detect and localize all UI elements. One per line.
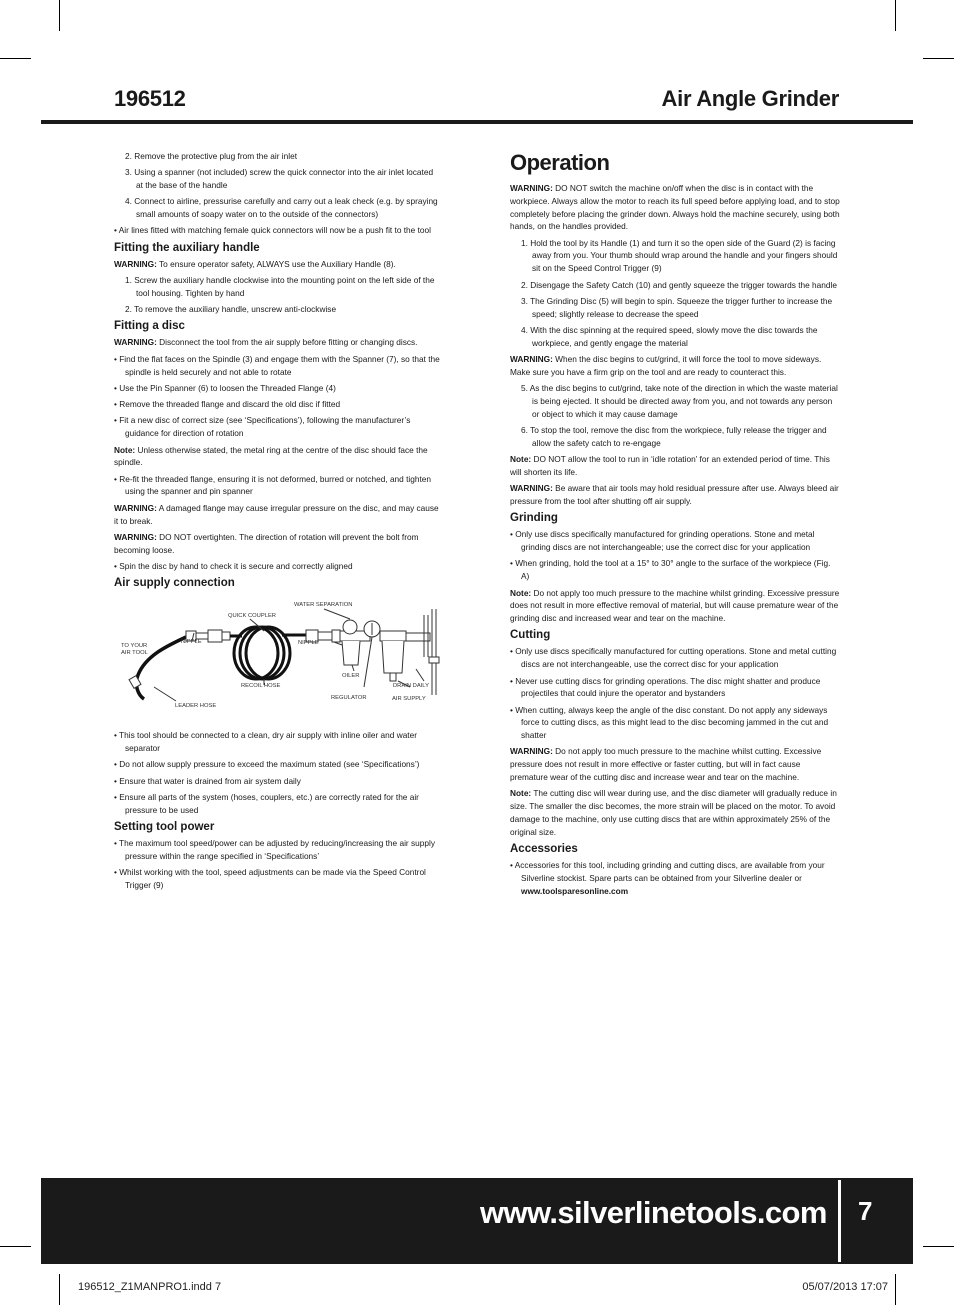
note-text: Note: Unless otherwise stated, the metal ring at the centre of the disc should face the spindle. xyxy=(114,444,428,468)
list-item: 3. Using a spanner (not included) screw the quick connector into the air inlet located at the base of the handle xyxy=(125,167,434,191)
list-item: 3. The Grinding Disc (5) will begin to spin. Squeeze the trigger further to increase the speed; slightly release to decrease the speed xyxy=(521,295,833,319)
section-heading: Setting tool power xyxy=(114,821,215,833)
diagram-label: AIR TOOL xyxy=(121,650,148,657)
list-item: • Ensure that water is drained from air system daily xyxy=(114,775,301,786)
section-heading: Fitting the auxiliary handle xyxy=(114,241,260,254)
list-item: 2. To remove the auxiliary handle, unscrew anti-clockwise xyxy=(125,304,337,315)
warning-text: WARNING: Be aware that air tools may hold residual pressure after use. Always bleed air pressure from the tool after shutting off air supply. xyxy=(510,483,839,507)
list-item: • Do not allow supply pressure to exceed the maximum stated (see ‘Specifications’) xyxy=(114,759,420,770)
section-heading: Air supply connection xyxy=(114,577,235,590)
warning-text: WARNING: To ensure operator safety, ALWAYS use the Auxiliary Handle (8). xyxy=(114,258,396,269)
list-item: 4. With the disc spinning at the required speed, slowly move the disc towards the workpiece, and gently engage the material xyxy=(521,324,818,348)
header-rule xyxy=(41,120,913,124)
section-heading: Cutting xyxy=(510,629,551,642)
list-item: • Air lines fitted with matching female quick connectors will now be a push fit to the tool xyxy=(114,225,431,236)
warning-text: WARNING: DO NOT overtighten. The direction of rotation will prevent the bolt from becoming loose. xyxy=(114,531,419,555)
diagram-label: RECOIL HOSE xyxy=(241,683,281,690)
list-item: • When cutting, always keep the angle of the disc constant. Do not apply any sideways force to cutting discs, as this might lead to the disc becoming jammed in the cut and shatter xyxy=(510,704,829,741)
diagram-label: DRAIN DAILY xyxy=(393,683,429,690)
list-item: • Only use discs specifically manufactured for grinding operations. Stone and metal grinding discs are not interchangeable; use the correct disc for your application xyxy=(510,529,815,553)
air-supply-diagram xyxy=(114,595,442,715)
note-text: Note: Do not apply too much pressure to the machine whilst grinding. Excessive pressure does not result in more effective removal of material, but will cause premature wear of the grinding disc and increased wear and tear on the machine. xyxy=(510,587,840,624)
crop-mark xyxy=(59,0,60,31)
section-title: Operation xyxy=(510,150,610,175)
warning-text: WARNING: Disconnect the tool from the air supply before fitting or changing discs. xyxy=(114,337,418,348)
section-heading: Fitting a disc xyxy=(114,320,185,333)
accessories-link[interactable]: www.toolsparesonline.com xyxy=(521,885,629,896)
warning-text: WARNING: Do not apply too much pressure to the machine whilst cutting. Excessive pressure does not result in more effective or faster cutting, but will in fact cause premature wear of the cutting disc and increase wear and tear on the machine. xyxy=(510,746,822,783)
page-title: Air Angle Grinder xyxy=(661,86,839,111)
section-heading: Accessories xyxy=(510,843,578,856)
crop-mark xyxy=(0,1246,31,1247)
list-item: • Only use discs specifically manufactured for cutting operations. Stone and metal cutting discs are not interchangeable, use the correct disc for your application xyxy=(510,646,837,670)
list-item: 5. As the disc begins to cut/grind, take note of the direction in which the waste material is being ejected. It should be directed away from you, and not towards any person or object to which it may cause damage xyxy=(521,383,838,419)
right-column xyxy=(510,150,840,901)
list-item: • Use the Pin Spanner (6) to loosen the Threaded Flange (4) xyxy=(114,382,336,393)
print-slug-file: 196512_Z1MANPRO1.indd 7 xyxy=(78,1281,222,1293)
list-item: • Remove the threaded flange and discard the old disc if fitted xyxy=(114,399,341,410)
page-number: 7 xyxy=(858,1196,873,1226)
left-column xyxy=(114,150,442,895)
diagram-label: OILER xyxy=(342,673,360,680)
list-item: • Find the flat faces on the Spindle (3) and engage them with the Spanner (7), so that the spindle is held securely and not able to rotate xyxy=(114,353,440,377)
note-text: Note: The cutting disc will wear during use, and the disc diameter will gradually reduce in size. The smaller the disc becomes, the more strain will be placed on the motor. To avoid damage to the machine, only use cutting discs that are within approximately 25% of the original size. xyxy=(510,788,837,837)
print-slug-date: 05/07/2013 17:07 xyxy=(802,1281,888,1293)
diagram-label: NIPPLE xyxy=(298,640,319,647)
list-item: 2. Remove the protective plug from the air inlet xyxy=(125,151,298,161)
list-item: • Whilst working with the tool, speed adjustments can be made via the Speed Control Trigger (9) xyxy=(114,867,426,890)
list-item: • Re-fit the threaded flange, ensuring it is not deformed, burred or notched, and tighten using the spanner and pin spanner xyxy=(114,473,431,497)
list-item: • Ensure all parts of the system (hoses, couplers, etc.) are correctly rated for the air pressure to be used xyxy=(114,791,419,815)
footer-divider xyxy=(838,1180,841,1262)
list-item: • Spin the disc by hand to check it is secure and correctly aligned xyxy=(114,560,353,571)
diagram-label: LEADER HOSE xyxy=(175,703,217,710)
crop-mark xyxy=(923,58,954,59)
product-code: 196512 xyxy=(114,86,186,111)
list-item: 1. Screw the auxiliary handle clockwise into the mounting point on the left side of the tool housing. Tighten by hand xyxy=(125,275,435,298)
warning-text: WARNING: A damaged flange may cause irregular pressure on the disc, and may cause it to break. xyxy=(114,502,439,526)
footer-url[interactable]: www.silverlinetools.com xyxy=(480,1195,827,1230)
air-supply-diagram-drawing xyxy=(114,595,442,715)
list-item: 6. To stop the tool, remove the disc from the workpiece, fully release the trigger and allow the safety catch to re-engage xyxy=(521,425,827,448)
note-text: Note: DO NOT allow the tool to run in ‘idle rotation’ for an extended period of time. This will shorten its life. xyxy=(510,454,830,477)
crop-mark xyxy=(895,0,896,31)
list-item: • This tool should be connected to a clean, dry air supply with inline oiler and water separator xyxy=(114,730,417,754)
list-item: • Fit a new disc of correct size (see ‘Specifications’), following the manufacturer’s guidance for direction of rotation xyxy=(114,415,411,439)
warning-text: WARNING: When the disc begins to cut/grind, it will force the tool to move sideways. Make sure you have a firm grip on the tool and are ready to counteract this. xyxy=(510,354,822,377)
list-item: 1. Hold the tool by its Handle (1) and turn it so the open side of the Guard (2) is facing away from you. Your thumb should wrap around the handle and your fingers should sit on the Speed Control Trigger (9) xyxy=(521,237,838,274)
crop-mark xyxy=(0,58,31,59)
diagram-label: WATER SEPARATION xyxy=(294,602,353,609)
crop-mark xyxy=(59,1274,60,1305)
crop-mark xyxy=(923,1246,954,1247)
diagram-label: TO YOUR xyxy=(121,643,148,650)
list-item: • Accessories for this tool, including grinding and cutting discs, are available from your Silverline stockist. Spare parts can be obtained from your Silverline dealer or www.toolsparesonline.com xyxy=(510,860,825,896)
crop-mark xyxy=(895,1274,896,1305)
list-item: 2. Disengage the Safety Catch (10) and gently squeeze the trigger towards the handle xyxy=(521,279,837,290)
warning-text: WARNING: DO NOT switch the machine on/off when the disc is in contact with the workpiece. Always allow the motor to reach its full speed before applying load, and to stop completely before placing the grinder down. Always hold the machine securely, using both hands, on the handles provided. xyxy=(510,183,840,232)
diagram-label: REGULATOR xyxy=(331,695,367,702)
list-item: • When grinding, hold the tool at a 15° to 30° angle to the surface of the workpiece (Fig. A) xyxy=(510,558,831,582)
diagram-label: QUICK COUPLER xyxy=(228,613,276,620)
list-item: • Never use cutting discs for grinding operations. The disc might shatter and produce projectiles that could injure the operator and bystanders xyxy=(510,675,821,699)
list-item: 4. Connect to airline, pressurise carefully and carry out a leak check (e.g. by spraying small amounts of soapy water on to the outside of the connectors) xyxy=(125,196,438,220)
diagram-label: NIPPLE xyxy=(181,639,202,646)
diagram-label: AIR SUPPLY xyxy=(392,696,426,703)
list-item: • The maximum tool speed/power can be adjusted by reducing/increasing the air supply pressure within the range specified in ‘Specifications’ xyxy=(114,838,435,861)
section-heading: Grinding xyxy=(510,512,558,525)
